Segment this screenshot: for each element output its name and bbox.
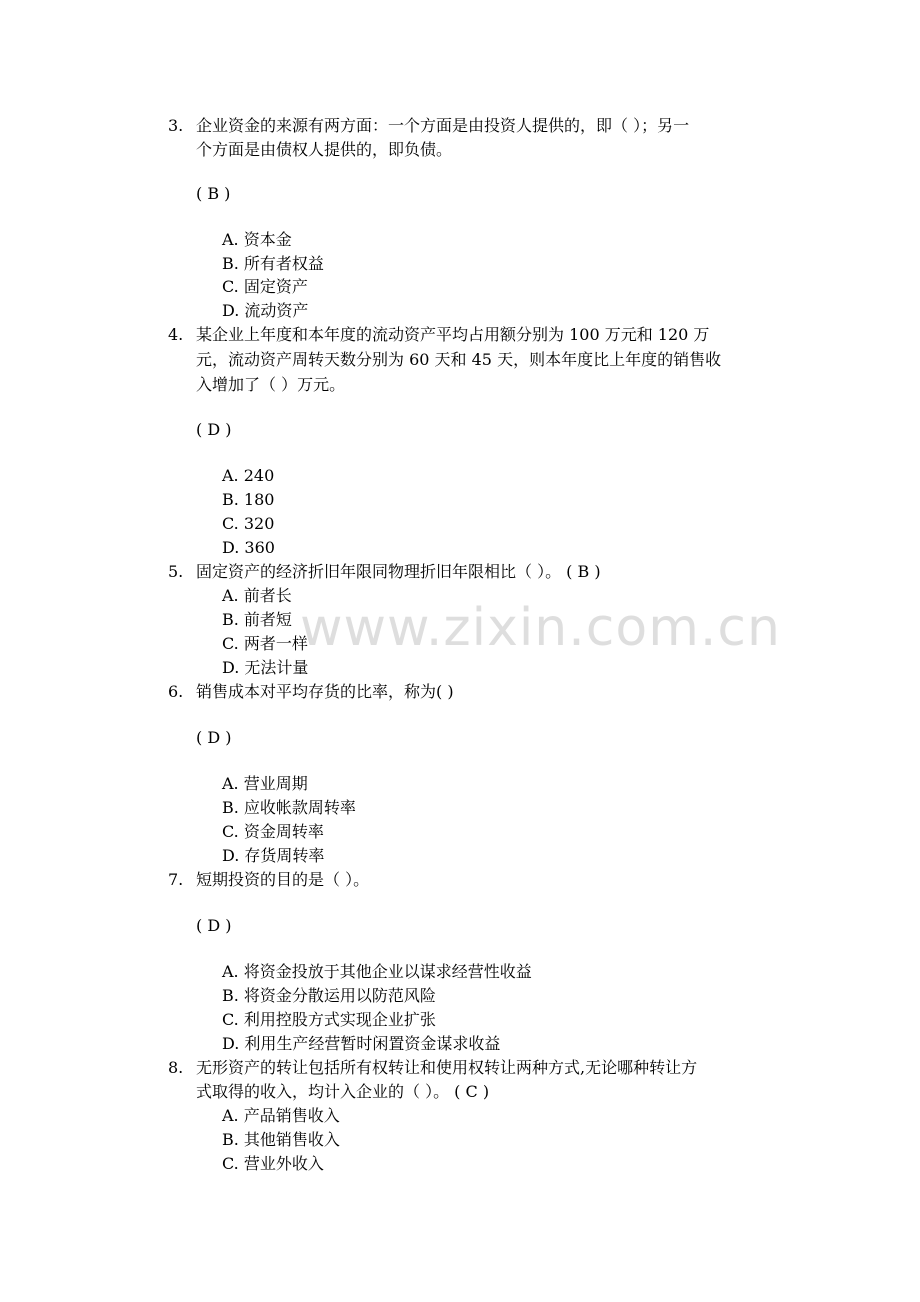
option-b: B. 180 [222,490,275,509]
answer-label: ( D ) [196,420,232,439]
question-stem-line: 式取得的收入，均计入企业的（ ）。 ( C ) [196,1082,490,1101]
option-d: D. 无法计量 [222,658,309,677]
question-stem-line: 无形资产的转让包括所有权转让和使用权转让两种方式,无论哪种转让方 [196,1058,698,1077]
option-c: C. 两者一样 [222,634,308,653]
option-b: B. 应收帐款周转率 [222,798,356,817]
option-a: A. 产品销售收入 [222,1106,340,1125]
option-b: B. 前者短 [222,610,292,629]
question-stem-line: 短期投资的目的是（ ）。 [196,870,370,889]
option-c: C. 固定资产 [222,277,308,296]
option-a: A. 营业周期 [222,774,308,793]
option-a: A. 将资金投放于其他企业以谋求经营性收益 [222,962,532,981]
question-number: 3. [168,116,184,135]
answer-label: ( D ) [196,916,232,935]
question-stem-line: 销售成本对平均存货的比率，称为( ) [196,682,454,701]
option-d: D. 360 [222,538,275,557]
option-b: B. 其他销售收入 [222,1130,340,1149]
question-number: 8. [168,1058,184,1077]
option-d: D. 流动资产 [222,301,309,320]
answer-label: ( D ) [196,728,232,747]
option-c: C. 320 [222,514,275,533]
option-c: C. 利用控股方式实现企业扩张 [222,1010,436,1029]
option-a: A. 资本金 [222,230,292,249]
option-b: B. 所有者权益 [222,254,324,273]
question-stem-line: 企业资金的来源有两方面：一个方面是由投资人提供的，即（ ）；另一 [196,116,690,135]
option-b: B. 将资金分散运用以防范风险 [222,986,436,1005]
question-number: 5. [168,562,184,581]
answer-label: ( B ) [196,184,231,203]
option-c: C. 营业外收入 [222,1154,324,1173]
option-d: D. 存货周转率 [222,846,325,865]
option-a: A. 前者长 [222,586,292,605]
question-stem-line: 某企业上年度和本年度的流动资产平均占用额分别为 100 万元和 120 万 [196,325,710,344]
question-number: 4. [168,325,184,344]
question-stem-line: 固定资产的经济折旧年限同物理折旧年限相比（ ）。 ( B ) [196,562,601,581]
question-stem-line: 元，流动资产周转天数分别为 60 天和 45 天，则本年度比上年度的销售收 [196,350,722,369]
option-d: D. 利用生产经营暂时闲置资金谋求收益 [222,1034,501,1053]
watermark: www.zixin.com.cn [300,598,781,658]
question-stem-line: 个方面是由债权人提供的，即负债。 [196,140,453,159]
option-c: C. 资金周转率 [222,822,324,841]
question-stem-line: 入增加了（ ）万元。 [196,375,346,394]
question-number: 7. [168,870,184,889]
option-a: A. 240 [222,466,275,485]
question-number: 6. [168,682,184,701]
